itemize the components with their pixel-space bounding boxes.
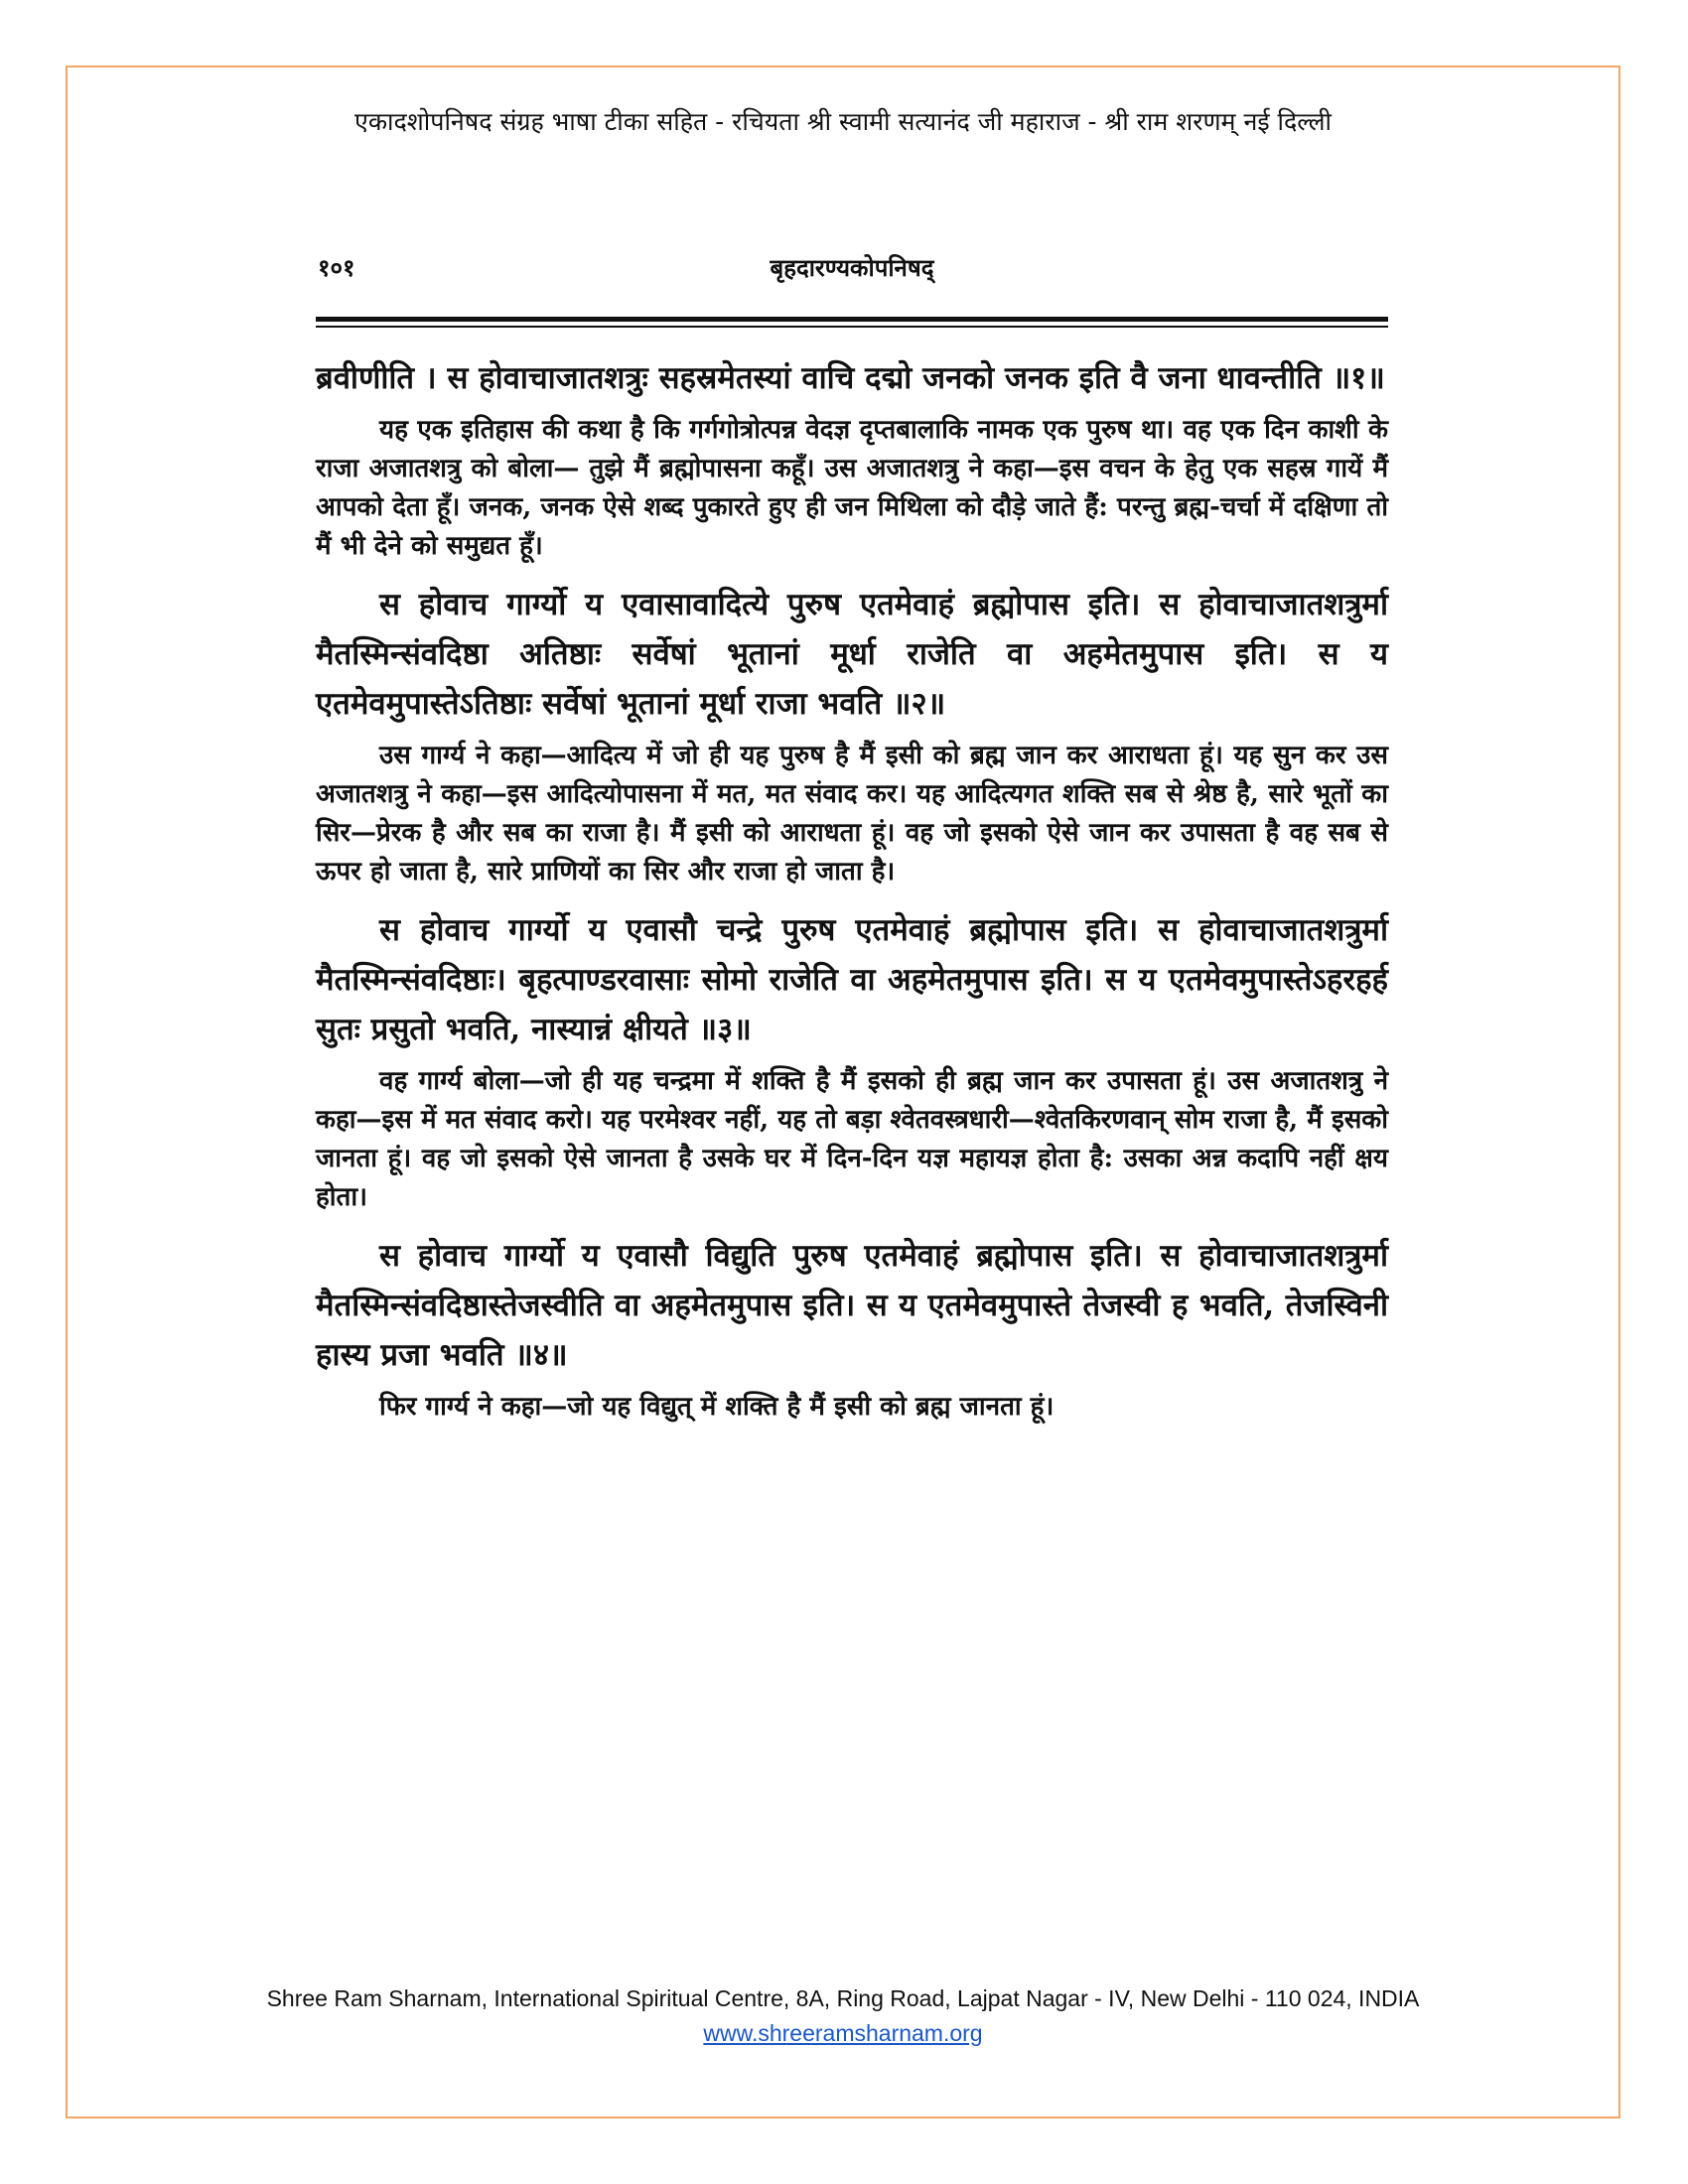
document-header: एकादशोपनिषद संग्रह भाषा टीका सहित - रचियता श्री स्वामी सत्यानंद जी महाराज - श्री राम शरणम् नई दिल्ली xyxy=(354,107,1332,136)
sanskrit-verse: स होवाच गार्ग्यो य एवासावादित्ये पुरुष एतमेवाहं ब्रह्मोपास इति। स होवाचाजातशत्रुर्मा मैतस्मिन्संवदिष्ठा अतिष्ठाः सर्वेषां भूतानां मूर्धा राजेति वा अहमेतमुपास इति। स य एतमेवमुपास्तेऽतिष्ठाः सर्वेषां भूतानां मूर्धा राजा भवति ॥२॥ xyxy=(316,587,1388,722)
hindi-commentary: उस गार्ग्य ने कहा—आदित्य में जो ही यह पुरुष है मैं इसी को ब्रह्म जान कर आराधता हूं। यह सुन कर उस अजातशत्रु ने कहा—इस आदित्योपासना में मत, मत संवाद कर। यह आदित्यगत शक्ति सब से श्रेष्ठ है, सारे भूतों का सिर—प्रेरक है और सब का राजा है। मैं इसी को आराधता हूं। वह जो इसको ऐसे जान कर उपासता है वह सब से ऊपर हो जाता है, सारे प्राणियों का सिर और राजा हो जाता है। xyxy=(316,741,1388,887)
running-header xyxy=(316,243,1388,283)
page-number: १०१ xyxy=(318,253,355,282)
sanskrit-verse: ब्रवीणीति । स होवाचाजातशत्रुः सहस्रमेतस्यां वाचि दद्मो जनको जनक इति वै जना धावन्तीति ॥१॥ xyxy=(316,360,1385,396)
sanskrit-verse: स होवाच गार्ग्यो य एवासौ चन्द्रे पुरुष एतमेवाहं ब्रह्मोपास इति। स होवाचाजातशत्रुर्मा मैतस्मिन्संवदिष्ठाः। बृहत्पाण्डरवासाः सोमो राजेति वा अहमेतमुपास इति। स य एतमेवमुपास्तेऽहरहर्ह सुतः प्रसुतो भवति, नास्यान्नं क्षीयते ॥३॥ xyxy=(316,912,1388,1047)
scanned-page xyxy=(316,243,1388,1951)
hindi-commentary: यह एक इतिहास की कथा है कि गर्गगोत्रोत्पन्न वेदज्ञ दृप्तबालाकि नामक एक पुरुष था। वह एक दिन काशी के राजा अजातशत्रु को बोला— तुझे मैं ब्रह्मोपासना कहूँ। उस अजातशत्रु ने कहा—इस वचन के हेतु एक सहस्र गायें मैं आपको देता हूँ। जनक, जनक ऐसे शब्द पुकारते हुए ही जन मिथिला को दौड़े जाते हैं: परन्तु ब्रह्म-चर्चा में दक्षिणा तो मैं भी देने को समुद्यत हूँ। xyxy=(316,415,1388,561)
hindi-commentary: वह गार्ग्य बोला—जो ही यह चन्द्रमा में शक्ति है मैं इसको ही ब्रह्म जान कर उपासता हूं। उस अजातशत्रु ने कहा—इस में मत संवाद करो। यह परमेश्वर नहीं, यह तो बड़ा श्वेतवस्त्रधारी—श्वेतकिरणवान् सोम राजा है, मैं इसको जानता हूं। वह जो इसको ऐसे जानता है उसके घर में दिन-दिन यज्ञ महायज्ञ होता है: उसका अन्न कदापि नहीं क्षय होता। xyxy=(316,1066,1388,1212)
hindi-commentary: फिर गार्ग्य ने कहा—जो यह विद्युत् में शक्ति है मैं इसी को ब्रह्म जानता हूं। xyxy=(379,1392,1055,1422)
footer-address: Shree Ram Sharnam, International Spiritual Centre, 8A, Ring Road, Lajpat Nagar - IV, New Delhi - 110 024, INDIA xyxy=(266,1985,1420,2011)
sanskrit-verse: स होवाच गार्ग्यो य एवासौ विद्युति पुरुष एतमेवाहं ब्रह्मोपास इति। स होवाचाजातशत्रुर्मा मैतस्मिन्संवदिष्ठास्तेजस्वीति वा अहमेतमुपास इति। स य एतमेवमुपास्ते तेजस्वी ह भवति, तेजस्विनी हास्य प्रजा भवति ॥४॥ xyxy=(316,1238,1388,1373)
header-rule-thin xyxy=(316,326,1388,328)
running-title: बृहदारण्यकोपनिषद् xyxy=(770,253,934,282)
document-footer xyxy=(66,1985,1620,2047)
header-rule-thick xyxy=(316,317,1388,322)
website-link[interactable]: www.shreeramsharnam.org xyxy=(703,2020,983,2046)
page-body xyxy=(316,353,1388,1427)
